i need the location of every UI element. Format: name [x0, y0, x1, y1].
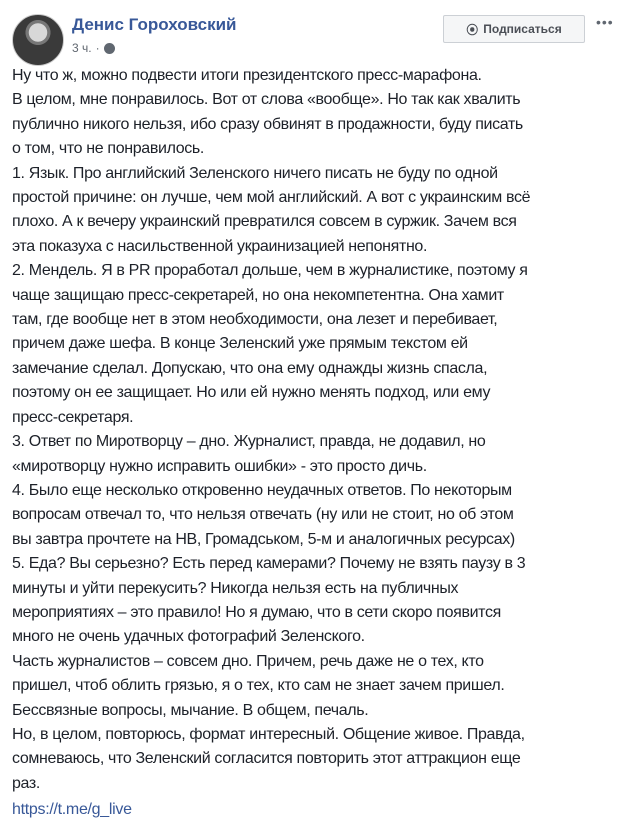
post-meta	[72, 41, 115, 55]
more-options-icon[interactable]: •••	[596, 14, 614, 30]
post-text-line: публично никого нельзя, ибо сразу обвинят в продажности, буду писать	[12, 115, 523, 133]
post-text-line: сомневаюсь, что Зеленский согласится повторить этот аттракцион еще	[12, 750, 521, 768]
post-text-line: минуты и уйти перекусить? Никогда нельзя есть на публичных	[12, 579, 459, 597]
post-text-line: 4. Было еще несколько откровенно неудачных ответов. По некоторым	[12, 481, 512, 499]
post-header	[0, 0, 625, 70]
post-text-line: поэтому он ее защищает. Но или ей нужно менять подход, или ему	[12, 384, 491, 402]
globe-icon	[104, 43, 115, 54]
post-text-line: В целом, мне понравилось. Вот от слова «вообще». Но так как хвалить	[12, 91, 521, 109]
post-text-line: замечание сделал. Допускаю, что она ему однажды жизнь спасла,	[12, 359, 488, 377]
post-text-line: много не очень удачных фотографий Зеленского.	[12, 628, 365, 646]
post-text-line: Часть журналистов – совсем дно. Причем, речь даже не о тех, кто	[12, 652, 484, 670]
separator: ·	[95, 41, 100, 55]
post-text-line: там, где вообще нет в этом необходимости, она лезет и перебивает,	[12, 311, 498, 329]
post-text-line: вопросам отвечал то, что нельзя отвечать (ну или не стоит, но об этом	[12, 506, 514, 524]
post-text-line: 1. Язык. Про английский Зеленского ничего писать не буду по одной	[12, 164, 498, 182]
follow-label: Подписаться	[483, 22, 562, 36]
post-text-line: плохо. А к вечеру украинский превратился совсем в суржик. Зачем вся	[12, 213, 517, 231]
follow-button[interactable]	[443, 15, 585, 43]
post-text-line: пресс-секретаря.	[12, 408, 134, 426]
post-text-line: 3. Ответ по Миротворцу – дно. Журналист, правда, не додавил, но	[12, 433, 486, 451]
timestamp[interactable]: 3 ч.	[72, 41, 92, 55]
post-text-line: причем даже шефа. В конце Зеленский уже прямым текстом ей	[12, 335, 468, 353]
post-text-line: Бессвязные вопросы, мычание. В общем, печаль.	[12, 701, 369, 719]
rss-icon: ⦿	[466, 22, 479, 37]
author-name[interactable]: Денис Гороховский	[72, 15, 237, 34]
avatar[interactable]	[12, 14, 64, 66]
post-text-line: чаще защищаю пресс-секретарей, но она некомпетентна. Она хамит	[12, 286, 504, 304]
post-text-line: простой причине: он лучше, чем мой английский. А вот с украинским всё	[12, 189, 531, 207]
post-text-line: раз.	[12, 774, 40, 792]
post-text-line: Ну что ж, можно подвести итоги президентского пресс-марафона.	[12, 67, 482, 84]
post-text-line: мероприятиях – это правило! Но я думаю, что в сети скоро появится	[12, 603, 501, 621]
post-link[interactable]: https://t.me/g_live	[12, 801, 132, 818]
post-text-line: пришел, чтоб облить грязью, я о тех, кто сам не знает зачем пришел.	[12, 677, 505, 695]
post-text	[12, 64, 530, 796]
post-text-line: эта показуха с насильственной украинизацией непонятно.	[12, 237, 428, 255]
post-text-line: «миротворцу нужно исправить ошибки» - это просто дичь.	[12, 457, 427, 475]
post-text-line: 2. Мендель. Я в PR проработал дольше, чем в журналистике, поэтому я	[12, 262, 528, 280]
post-text-line: 5. Еда? Вы серьезно? Есть перед камерами? Почему не взять паузу в 3	[12, 555, 526, 573]
post-text-line: Но, в целом, повторюсь, формат интересный. Общение живое. Правда,	[12, 725, 525, 743]
post-text-line: о том, что не понравилось.	[12, 140, 205, 158]
post-text-line: вы завтра прочтете на НВ, Громадськом, 5-м и аналогичных ресурсах)	[12, 530, 515, 548]
